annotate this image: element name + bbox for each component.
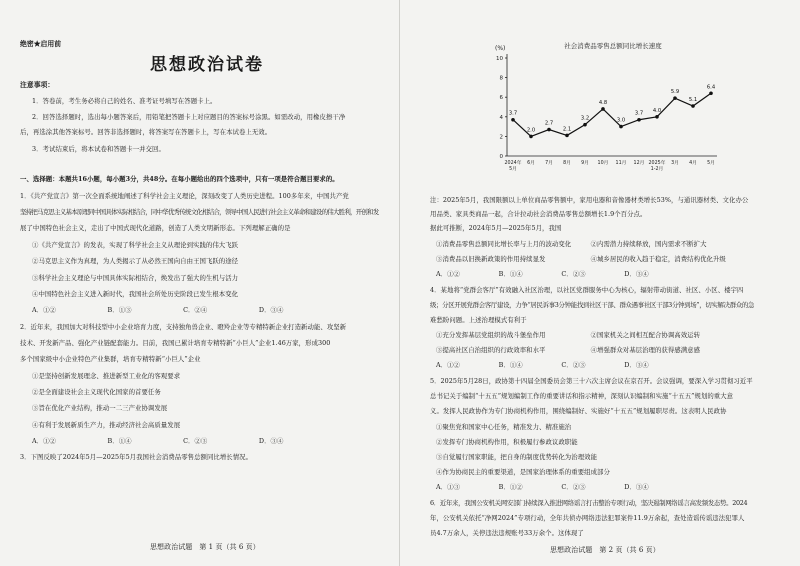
- x-tick-label: 3月: [671, 161, 679, 166]
- notice-item: 后，再选涂其他答案标号。回答非选择题时，将答案写在答题卡上，写在本试卷上无效。: [20, 128, 272, 136]
- data-label: 4.8: [598, 99, 608, 106]
- y-tick-label: 8: [499, 75, 503, 82]
- x-tick-label: 11月: [615, 161, 627, 166]
- x-tick-label: 5月: [707, 161, 715, 166]
- y-tick-label: 4: [499, 114, 503, 121]
- data-label: 2.0: [526, 127, 536, 134]
- option-line: ④有利于发展新质生产力，推动经济社会高质量发展: [32, 421, 181, 429]
- answer-choices: A．①② B．①④ C．②③ D．③④: [436, 361, 649, 369]
- answer-choices: A．①② B．①③ C．②④ D．③④: [32, 306, 284, 314]
- notice-item: 1．答卷前，考生务必将自己的姓名、准考证号填写在答题卡上。: [32, 97, 217, 105]
- question-line: 技术、开发新产品、强化产业链配套能力。目前，我国已累计培育专精特新“小巨人”企业1.46万家，形成300: [20, 339, 331, 347]
- option-line: ②发挥专门协商机构作用，积极履行参政议政职能: [436, 438, 578, 446]
- data-point: [709, 91, 713, 95]
- y-tick-label: 0: [499, 154, 503, 160]
- question-line: 6．近年来，我国公安机关网安部门持续深入推进网络谣言打击整治专项行动，坚决遏制网络谣言高发频发态势。2024: [430, 499, 748, 507]
- y-axis-label: (%): [495, 45, 506, 52]
- question-line: 4．某地将“党群会客厅”有效融入社区治理，以社区党群服务中心为核心，辐射带动街道、社区、小区、楼宇四: [430, 286, 744, 294]
- data-point: [511, 118, 515, 122]
- page-footer: 思想政治试题 第 1 页（共 6 页）: [150, 543, 260, 551]
- data-point: [583, 123, 587, 127]
- question-line: 2．近年来，我国加大对科技型中小企业培育力度，支持独角兽企业、瞪羚企业等专精特新企业打造新动能、攻坚新: [20, 323, 347, 331]
- data-label: 2.7: [544, 120, 554, 127]
- option-line: ③消费品以旧换新政策的作用持续显发 ④城乡居民的收入趋于稳定，消费结构优化升级: [436, 255, 726, 263]
- answer-choices: A．①③ B．①② C．②③ D．③④: [436, 483, 649, 491]
- y-axis-ticks: [496, 54, 717, 160]
- question-line: 级；分区开展党群会客厅建设，力争“居民诉事3分钟能找到社区干部、群众遇事社区干部3分钟到场”，切实解决群众的急: [430, 301, 755, 309]
- question-line: 据此可推断，2024年5月—2025年5月，我国: [430, 224, 562, 232]
- data-point: [619, 125, 623, 129]
- chart-note: 用品类、家具类商品一起，合计拉动社会消费品零售总额增长1.9个百分点。: [430, 210, 647, 218]
- y-tick-label: 6: [499, 95, 503, 102]
- data-label: 5.1: [688, 97, 698, 104]
- option-line: ①《共产党宣言》的发表，实现了科学社会主义从理论到实践的伟大飞跃: [32, 241, 239, 249]
- x-axis-ticks: [504, 159, 714, 172]
- x-tick-label: 4月: [689, 161, 697, 166]
- option-line: ①是坚持创新发展理念、推进新型工业化的客观要求: [32, 372, 181, 380]
- notice-item: 3．考试结束后，将本试卷和答题卡一并交回。: [32, 145, 165, 153]
- data-point: [547, 128, 551, 132]
- data-point: [691, 104, 695, 108]
- x-tick-label: 2025年 1-2月: [648, 161, 666, 172]
- option-line: ③自觉履行国家职能，把自身的制度优势转化为治理效能: [436, 453, 598, 461]
- option-line: ①聚焦党和国家中心任务，精准发力、精准施治: [436, 423, 572, 431]
- data-point: [601, 107, 605, 111]
- question-line: 多个国家级中小企业特色产业集群，培育专精特新“小巨人”企业: [20, 355, 201, 363]
- data-label: 5.9: [670, 89, 680, 96]
- page-2: [400, 0, 800, 566]
- option-line: ④作为协商民主的重要渠道，是国家治理体系的重要组成部分: [436, 468, 610, 476]
- data-point: [529, 135, 533, 139]
- x-tick-label: 7月: [545, 161, 553, 166]
- x-tick-label: 6月: [527, 161, 535, 166]
- data-points: [509, 84, 716, 138]
- question-line: 年，公安机关依托“净网2024”专项行动，全年共侦办网络违法犯罪案件11.9万余起，查处造谣传谣违法犯罪人: [430, 514, 745, 522]
- answer-choices: A．①② B．①④ C．②③ D．③④: [436, 270, 649, 278]
- page-footer: 思想政治试题 第 2 页（共 6 页）: [550, 546, 660, 554]
- x-tick-label: 8月: [563, 161, 571, 166]
- data-label: 2.1: [562, 126, 572, 133]
- option-line: ③科学社会主义理论与中国具体实际相结合，焕发出了强大的生机与活力: [32, 274, 239, 282]
- y-tick-label: 10: [496, 56, 503, 62]
- question-line: 5．2025年5月28日，政协第十四届全国委员会第三十六次主席会议在京召开。会议强调，要深入学习贯彻习近平: [430, 377, 753, 385]
- data-label: 3.7: [634, 110, 644, 117]
- growth-series-line: [513, 93, 711, 136]
- question-line: 义。发挥人民政协作为专门协商机构作用，围绕编制好、实施好“十五五”规划履职尽责。这表明人民政协: [430, 407, 727, 415]
- chart-title: 社会消费品零售总额同比增长速度: [564, 42, 662, 50]
- data-label: 3.2: [580, 115, 590, 122]
- x-tick-label: 9月: [581, 161, 589, 166]
- option-line: ②是全面建设社会主义现代化国家的首要任务: [32, 388, 161, 396]
- page-title: 思想政治试卷: [150, 55, 264, 75]
- notice-heading: 注意事项：: [20, 81, 55, 89]
- question-line: 3．下图反映了2024年5月—2025年5月我国社会消费品零售总额同比增长情况。: [20, 453, 253, 461]
- data-point: [673, 96, 677, 100]
- growth-chart: [485, 38, 725, 188]
- chart-note: 注：2025年5月，我国限额以上单位商品零售额中，家用电器和音像器材类增长53%，与通讯器材类、文化办公: [430, 196, 749, 204]
- data-point: [565, 134, 569, 138]
- data-point: [655, 115, 659, 119]
- data-point: [637, 118, 641, 122]
- option-line: ③提高社区自治组织的行政效率和水平 ④增强群众对基层治理的获得感满意感: [436, 346, 701, 354]
- answer-choices: A．①② B．①④ C．②③ D．③④: [32, 437, 284, 445]
- question-line: 1．《共产党宣言》第一次全面系统地阐述了科学社会主义理论，深刻改变了人类历史进程。100多年来，中国共产党: [20, 192, 349, 200]
- question-line: 难愁盼问题。上述治理模式有利于: [430, 316, 527, 324]
- x-tick-label: 2024年 5月: [504, 161, 522, 172]
- data-label: 3.7: [508, 110, 518, 117]
- section-heading: 一、选择题：本题共16小题，每小题3分，共48分。在每小题给出的四个选项中，只有一项是符合题目要求的。: [20, 175, 339, 183]
- option-line: ①充分发挥基层党组织的战斗堡垒作用 ②国家机关之间相互配合协调高效运转: [436, 331, 701, 339]
- option-line: ①消费品零售总额同比增长率与上月的波动变化 ②内需潜力持续释放，国内需求不断扩大: [436, 240, 707, 248]
- y-tick-label: 2: [499, 134, 503, 141]
- secret-label: 绝密★启用前: [20, 40, 62, 48]
- question-line: 员4.7万余人，关停违法违规账号33万余个。这体现了: [430, 529, 584, 537]
- x-tick-label: 10月: [597, 161, 609, 166]
- option-line: ②马克思主义作为真理，为人类揭示了从必然王国向自由王国飞跃的途径: [32, 257, 239, 265]
- line-chart-svg: [485, 38, 725, 188]
- x-tick-label: 12月: [633, 161, 645, 166]
- question-line: 展了中国特色社会主义，走出了中国式现代化道路，创造了人类文明新形态。下列理解正确的是: [20, 224, 291, 232]
- notice-item: 2．回答选择题时，选出每小题答案后，用铅笔把答题卡上对应题目的答案标号涂黑。如需改动，用橡皮擦干净: [32, 113, 346, 121]
- option-line: ④中国特色社会主义进入新时代，我国社会所处历史阶段已发生根本变化: [32, 290, 239, 298]
- question-line: 总书记关于编制“十五五”规划编制工作的重要讲话和指示精神，深刻认识编制和实施“十五五”规划的重大意: [430, 392, 734, 400]
- data-label: 4.0: [652, 107, 662, 114]
- question-line: 坚持把马克思主义基本原理同中国具体实际相结合，同中华优秀传统文化相结合，领导中国人民进行社会主义革命和建设的伟大胜利，开创和发: [20, 208, 379, 216]
- data-label: 6.4: [706, 84, 716, 91]
- option-line: ③旨在优化产业结构，推动一二三产业协调发展: [32, 404, 168, 412]
- data-label: 3.0: [616, 117, 626, 124]
